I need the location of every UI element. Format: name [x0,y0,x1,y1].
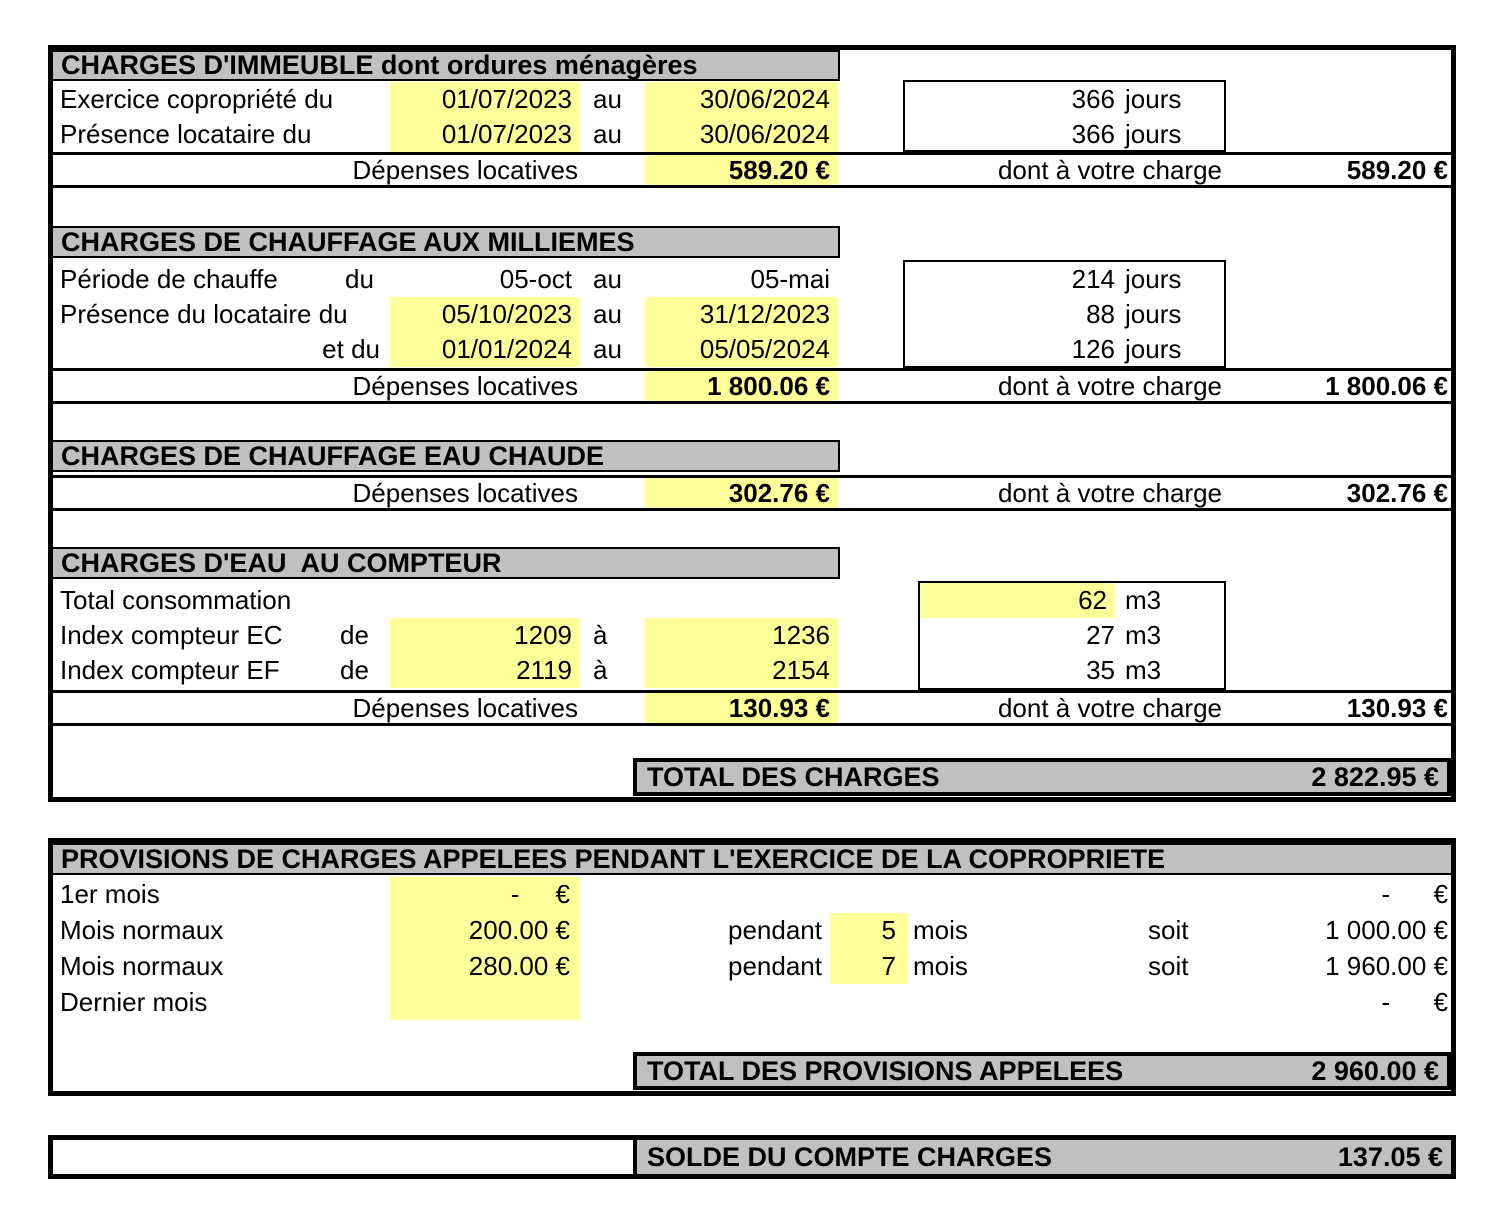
qty-unit: m3 [1125,620,1162,650]
month-label: Mois normaux [60,915,224,945]
line-total: 1 960.00 € [1325,951,1448,981]
soit-label: soit [1148,951,1189,981]
qty-unit: m3 [1125,585,1162,615]
qty-unit: jours [1125,299,1182,329]
provision-amount-cell[interactable]: 200.00 € [468,915,570,945]
sep-label: au [593,264,622,294]
row-label: Présence du locataire du [60,299,348,329]
qty-value: 35 [1086,655,1115,685]
qty-value: 126 [1071,334,1115,364]
provisions-title: PROVISIONS DE CHARGES APPELEES PENDANT L'EXERCICE DE LA COPROPRIETE [53,843,1451,875]
soit-label: soit [1148,915,1189,945]
qty-unit: jours [1125,119,1182,149]
total-charges-amount: 2 822.95 € [1311,761,1439,792]
date-to-cell[interactable]: 30/06/2024 [645,117,838,152]
qty-unit: jours [1125,84,1182,114]
qty-unit: jours [1125,334,1182,364]
section-title-eau-chaude: CHARGES DE CHAUFFAGE EAU CHAUDE [53,440,840,472]
qty-value: 27 [1086,620,1115,650]
charge-amount: 302.76 € [1346,478,1448,508]
period-from: 05-oct [499,264,572,294]
date-to-cell[interactable]: 30/06/2024 [645,82,838,117]
sep-label: au [593,119,622,149]
qty-value: 366 [1071,84,1115,114]
sep-label: à [593,620,608,650]
month-label: Mois normaux [60,951,224,981]
dont-label: dont à votre charge [997,478,1222,508]
depenses-label: Dépenses locatives [352,155,578,185]
date-from-cell[interactable]: 01/01/2024 [390,332,580,367]
line-total: - € [1381,879,1448,909]
date-from-cell[interactable]: 05/10/2023 [390,297,580,332]
index-to-cell[interactable]: 1236 [645,618,838,653]
date-from-cell[interactable]: 01/07/2023 [390,82,580,117]
index-to-cell[interactable]: 2154 [645,653,838,688]
qty-value: 366 [1071,119,1115,149]
provision-amount-cell[interactable]: - € [510,879,570,909]
charge-amount: 1 800.06 € [1325,371,1448,401]
total-provisions-amount: 2 960.00 € [1311,1055,1439,1086]
qty-value: 88 [1086,299,1115,329]
line-total: - € [1381,987,1448,1017]
depenses-label: Dépenses locatives [352,371,578,401]
date-to-cell[interactable]: 05/05/2024 [645,332,838,367]
depenses-amount-cell[interactable]: 130.93 € [645,693,838,723]
solde-box [633,1140,1451,1174]
qty-unit: jours [1125,264,1182,294]
consommation-cell[interactable]: 62 [920,583,1115,618]
section-title-eau-compteur: CHARGES D'EAU AU COMPTEUR [53,547,840,579]
period-to: 05-mai [750,264,830,294]
months-count-cell[interactable]: 5 [881,915,896,945]
dont-label: dont à votre charge [997,693,1222,723]
months-count-cell[interactable]: 7 [881,951,896,981]
depenses-label: Dépenses locatives [352,693,578,723]
row-label: Index compteur EF [60,655,280,685]
row-label: et du [322,334,380,364]
sep-label: à [593,655,608,685]
sep-label: au [593,84,622,114]
solde-label: SOLDE DU COMPTE CHARGES [647,1141,1053,1172]
charge-amount: 589.20 € [1346,155,1448,185]
sep-label: au [593,334,622,364]
qty-value: 214 [1071,264,1115,294]
solde-amount: 137.05 € [1337,1141,1443,1172]
month-label: 1er mois [60,879,160,909]
total-charges-box [633,758,1451,796]
qty-unit: m3 [1125,655,1162,685]
section-title-immeuble: CHARGES D'IMMEUBLE dont ordures ménagères [53,50,840,81]
row-label: Index compteur EC [60,620,283,650]
section-title-chauffage: CHARGES DE CHAUFFAGE AUX MILLIEMES [53,226,840,258]
index-from-cell[interactable]: 1209 [390,618,580,653]
pre-label: du [345,264,374,294]
pre-label: de [340,655,369,685]
depenses-amount-cell[interactable]: 302.76 € [645,478,838,508]
index-from-cell[interactable]: 2119 [390,653,580,688]
depenses-label: Dépenses locatives [352,478,578,508]
row-label: Période de chauffe [60,264,278,294]
mois-label: mois [913,951,968,981]
dont-label: dont à votre charge [997,155,1222,185]
pre-label: de [340,620,369,650]
dont-label: dont à votre charge [997,371,1222,401]
pendant-label: pendant [728,951,822,981]
row-label: Exercice copropriété du [60,84,334,114]
total-provisions-label: TOTAL DES PROVISIONS APPELEES [647,1055,1124,1086]
depenses-amount-cell[interactable]: 589.20 € [645,155,838,185]
depenses-amount-cell[interactable]: 1 800.06 € [645,371,838,401]
date-from-cell[interactable]: 01/07/2023 [390,117,580,152]
line-total: 1 000.00 € [1325,915,1448,945]
date-to-cell[interactable]: 31/12/2023 [645,297,838,332]
sep-label: au [593,299,622,329]
row-label: Présence locataire du [60,119,312,149]
charge-amount: 130.93 € [1346,693,1448,723]
pendant-label: pendant [728,915,822,945]
mois-label: mois [913,915,968,945]
provision-amount-cell[interactable]: 280.00 € [468,951,570,981]
month-label: Dernier mois [60,987,208,1017]
total-charges-label: TOTAL DES CHARGES [647,761,940,792]
row-label: Total consommation [60,585,292,615]
total-provisions-box [633,1052,1451,1090]
